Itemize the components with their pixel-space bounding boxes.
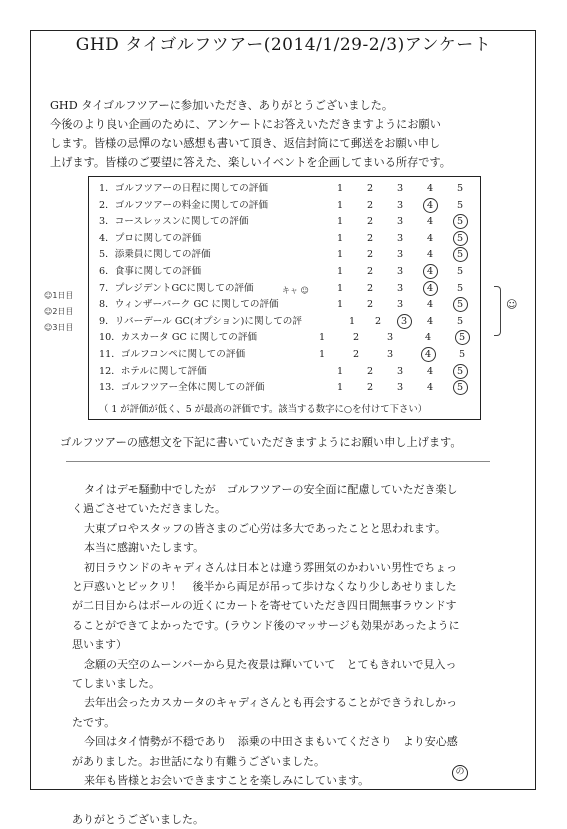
rating-option[interactable]: 1 [336,266,344,277]
essay-line: 思います） [72,638,127,652]
essay-line: ありがとうございました。 [72,812,204,826]
rating-option[interactable]: 5 [456,315,464,327]
rating-option[interactable]: 5 [458,332,466,344]
rating-option[interactable]: 3 [396,249,404,261]
rating-option[interactable]: 2 [374,315,382,327]
rating-option[interactable]: 4 [424,332,432,344]
rating-option[interactable]: 2 [366,216,374,228]
rating-option[interactable]: 4 [426,299,434,311]
essay-line: が二日目からはボールの近くにカートを寄せていただき四日間無事ラウンドす [72,599,457,613]
rating-option[interactable]: 5 [458,349,466,360]
rating-option[interactable]: 3 [386,332,394,344]
rating-option[interactable]: 1 [318,349,326,360]
essay-line: がありました。お世話になり有難うございました。 [72,754,325,768]
rating-option[interactable]: 1 [336,365,344,377]
handwritten-day3: ☺3日目 [44,323,74,332]
rating-option[interactable]: 3 [386,349,394,360]
divider [66,461,490,462]
rating-row [89,297,480,313]
rating-option[interactable]: 4 [426,382,434,394]
rating-option[interactable]: 1 [336,282,344,294]
rating-option[interactable]: 1 [336,382,344,394]
handwritten-day2: ☺2日目 [44,307,74,316]
essay-line: タイはデモ騒動中でしたが ゴルフツアーの安全面に配慮していただき楽し [84,483,458,496]
question-label: 1．ゴルフツアーの日程に関しての評価 [99,183,268,194]
essay-text [72,480,486,829]
selected-rating-circle [423,281,438,296]
question-label: 5．添乗員に関しての評価 [99,249,211,261]
selected-rating-circle [455,330,470,345]
selected-rating-circle [453,231,468,246]
rating-option[interactable]: 4 [424,349,432,360]
question-label: 8．ウィンザーパーク GC に関しての評価 [99,299,279,311]
rating-option[interactable]: 3 [400,315,408,327]
essay-line: 本当に感謝いたします。 [84,541,205,555]
rating-row [89,247,480,263]
selected-rating-circle [453,364,468,379]
rating-table [88,176,481,420]
intro-line: 上げます。皆様のご要望に答えた、楽しいイベントを企画してまいる所存です。 [50,156,451,169]
rating-option[interactable]: 2 [366,199,374,211]
rating-option[interactable]: 4 [426,266,434,277]
essay-line: 大東プロやスタッフの皆さまのご心労は多大であったことと思われます。 [84,521,447,535]
intro-line: 今後のより良い企画のために、アンケートにお答えいただきますようにお願い [50,118,441,131]
scale-note: （ 1 が評価が低く、5 が最高の評価です。該当する数字に○を付けて下さい） [99,404,428,415]
rating-option[interactable]: 5 [456,266,464,277]
page-title: GHD タイゴルフツアー(2014/1/29-2/3)アンケート [75,35,492,55]
rating-option[interactable]: 2 [366,232,374,244]
essay-line: てしまいました。 [72,677,160,691]
question-label: 6．食事に関しての評価 [99,266,202,277]
essay-line [72,791,486,810]
selected-rating-circle [421,347,436,362]
rating-row [89,347,480,363]
question-label: 3．コースレッスンに関しての評価 [99,216,249,228]
selected-rating-circle [453,297,468,312]
rating-row [89,364,480,380]
handwritten-brace [494,286,501,336]
rating-option[interactable]: 5 [456,249,464,261]
rating-option[interactable]: 2 [366,249,374,261]
rating-option[interactable]: 5 [456,199,464,211]
question-label: 10．カスカータ GC に関しての評価 [99,332,258,344]
essay-line: 念願の天空のムーンバーから見た夜景は輝いていて とてもきれいで見入っ [84,657,457,671]
rating-option[interactable]: 3 [396,232,404,244]
essay-line: たです。 [72,715,116,729]
rating-option[interactable]: 1 [348,315,356,327]
rating-option[interactable]: 2 [366,266,374,277]
handwritten-q7-note: キャ ☺ [282,286,309,295]
rating-option[interactable]: 4 [426,282,434,294]
intro-line: します。皆様の忌憚のない感想も書いて頂き、返信封筒にて郵送をお願い申し [50,137,441,150]
question-label: 7．プレジデントGCに関しての評価 [99,282,254,294]
rating-option[interactable]: 1 [336,249,344,261]
essay-line: 今回はタイ情勢が不穏であり 添乗の中田さまもいてくださり より安心感 [84,735,458,749]
rating-option[interactable]: 1 [336,216,344,228]
question-label: 11．ゴルフコンペに関しての評価 [99,349,246,360]
rating-row [89,314,480,330]
rating-option[interactable]: 1 [336,232,344,244]
handwritten-day1: ☺1日目 [44,291,74,300]
rating-row [89,231,480,247]
rating-option[interactable]: 4 [426,315,434,327]
rating-row [89,264,480,280]
selected-rating-circle [453,247,468,262]
rating-row [89,330,480,346]
rating-option[interactable]: 5 [456,183,464,194]
rating-option[interactable]: 2 [366,382,374,394]
essay-line: く過ごさせていただきました。 [72,502,226,516]
selected-rating-circle [397,314,412,329]
rating-row [89,198,480,214]
selected-rating-circle [453,214,468,229]
rating-option[interactable]: 5 [456,216,464,228]
rating-option[interactable]: 2 [366,365,374,377]
rating-option[interactable]: 2 [366,183,374,194]
rating-option[interactable]: 3 [396,382,404,394]
question-label: 4．プロに関しての評価 [99,232,202,244]
rating-row [89,214,480,230]
rating-option[interactable]: 3 [396,266,404,277]
rating-option[interactable]: 5 [456,382,464,394]
rating-option[interactable]: 4 [426,249,434,261]
essay-line: 去年出会ったカスカータのキャディさんとも再会することができうれしかっ [84,696,458,710]
essay-line: 初日ラウンドのキャディさんは日本とは違う雰囲気のかわいい男性でちょっ [84,560,458,574]
intro-text [50,96,527,172]
rating-option[interactable]: 3 [396,282,404,294]
rating-option[interactable]: 3 [396,216,404,228]
rating-option[interactable]: 1 [336,183,344,194]
rating-option[interactable]: 3 [396,199,404,211]
rating-option[interactable]: 1 [336,299,344,311]
question-label: 9．リバーデール GC(オプション)に関しての評 [99,315,302,327]
rating-option[interactable]: 5 [456,365,464,377]
rating-option[interactable]: 3 [396,299,404,311]
essay-line: 来年も皆様とお会いできますことを楽しみにしています。 [84,774,370,788]
signature-mark: の [452,765,468,781]
rating-option[interactable]: 3 [396,183,404,194]
essay-line: ることができてよかったです。(ラウンド後のマッサージも効果があったように [72,618,460,632]
essay-line: と戸惑いとビックリ！ 後半から両足が吊って歩けなくなり少しあせりました [72,580,457,594]
rating-option[interactable]: 1 [318,332,326,344]
rating-option[interactable]: 5 [456,299,464,311]
rating-option[interactable]: 3 [396,365,404,377]
rating-option[interactable]: 4 [426,232,434,244]
essay-instruction: ゴルフツアーの感想文を下記に書いていただきますようにお願い申し上げます。 [60,436,462,449]
rating-option[interactable]: 4 [426,183,434,194]
rating-option[interactable]: 2 [366,299,374,311]
rating-option[interactable]: 2 [366,282,374,294]
question-label: 13．ゴルフツアー全体に関しての評価 [99,382,265,394]
rating-option[interactable]: 4 [426,365,434,377]
selected-rating-circle [453,380,468,395]
rating-option[interactable]: 5 [456,282,464,294]
rating-row [89,380,480,396]
selected-rating-circle [423,264,438,279]
rating-option[interactable]: 2 [352,332,360,344]
rating-option[interactable]: 4 [426,199,434,211]
handwritten-brace-mark: ☺ [506,298,518,311]
rating-option[interactable]: 4 [426,216,434,228]
rating-row [89,181,480,197]
rating-option[interactable]: 2 [352,349,360,360]
intro-line: GHD タイゴルフツアーに参加いただき、ありがとうございました。 [50,99,394,112]
rating-option[interactable]: 5 [456,232,464,244]
rating-option[interactable]: 1 [336,199,344,211]
question-label: 2．ゴルフツアーの料金に関しての評価 [99,199,268,211]
selected-rating-circle [423,198,438,213]
question-label: 12．ホテルに関して評価 [99,365,207,377]
